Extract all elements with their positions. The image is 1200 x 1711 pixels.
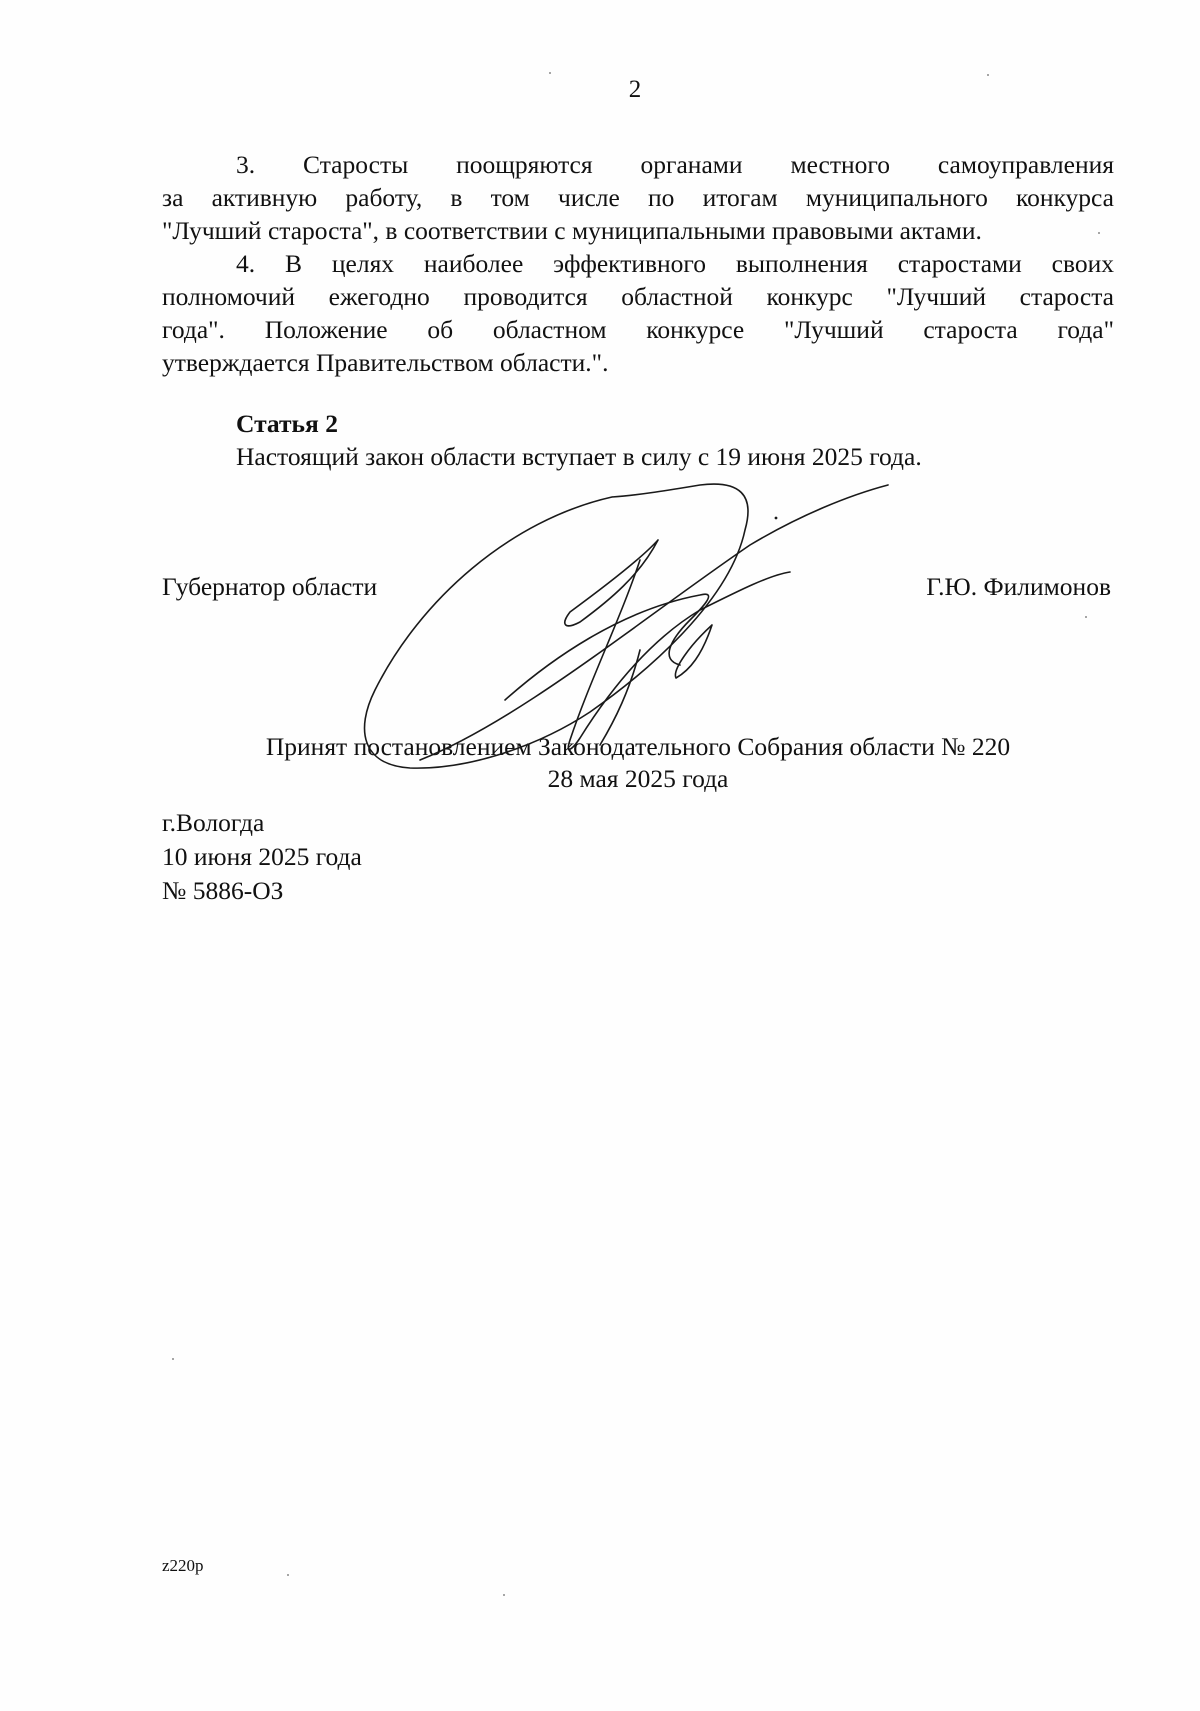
signature-dot [775, 517, 778, 520]
adoption-line-2: 28 мая 2025 года [547, 764, 729, 793]
paragraph-3-line-2: за активную работу, в том числе по итогам муниципального конкурса [162, 183, 1114, 212]
place-date-block [162, 806, 362, 908]
signature-inner-stroke-2 [568, 560, 790, 749]
city: г.Вологда [162, 808, 265, 837]
article-2-title: Статья 2 [236, 409, 338, 438]
scan-speck [503, 1594, 505, 1596]
page-number: 2 [628, 76, 642, 103]
paragraph-3-line-3: "Лучший староста", в соответствии с муниципальными правовыми актами. [162, 216, 982, 245]
paragraph-4-line-2: полномочий ежегодно проводится областной конкурс "Лучший староста [162, 282, 1114, 311]
scan-speck [172, 1358, 174, 1360]
adoption-line-1: Принят постановлением Законодательного Собрания области № 220 [265, 732, 1011, 761]
article-2-text: Настоящий закон области вступает в силу с 19 июня 2025 года. [236, 442, 922, 471]
signature-large-loop [365, 484, 748, 768]
paragraph-4-line-3: года". Положение об областном конкурсе "Лучший староста года" [162, 315, 1114, 344]
document-code: z220p [162, 1556, 204, 1575]
governor-name: Г.Ю. Филимонов [926, 572, 1111, 601]
sign-date: 10 июня 2025 года [162, 842, 362, 871]
paragraph-4-line-1: 4. В целях наиболее эффективного выполнения старостами своих [236, 249, 1114, 278]
signature-tick [675, 625, 712, 678]
paragraph-4 [162, 247, 1114, 379]
scan-speck [1098, 232, 1100, 234]
scan-speck [287, 1574, 289, 1576]
paragraph-3-line-1: 3. Старосты поощряются органами местного самоуправления [236, 150, 1114, 179]
scan-speck [549, 72, 551, 74]
scan-speck [1085, 616, 1087, 618]
paragraph-4-line-4: утверждается Правительством области.". [162, 348, 609, 377]
signature-inner-stroke-3 [505, 594, 709, 700]
signature-inner-stroke-1 [565, 540, 658, 626]
paragraph-3 [162, 148, 1114, 247]
signature-swoosh [420, 485, 888, 760]
law-number: № 5886-ОЗ [162, 876, 284, 905]
governor-role: Губернатор области [162, 572, 378, 601]
scan-speck [987, 74, 989, 76]
